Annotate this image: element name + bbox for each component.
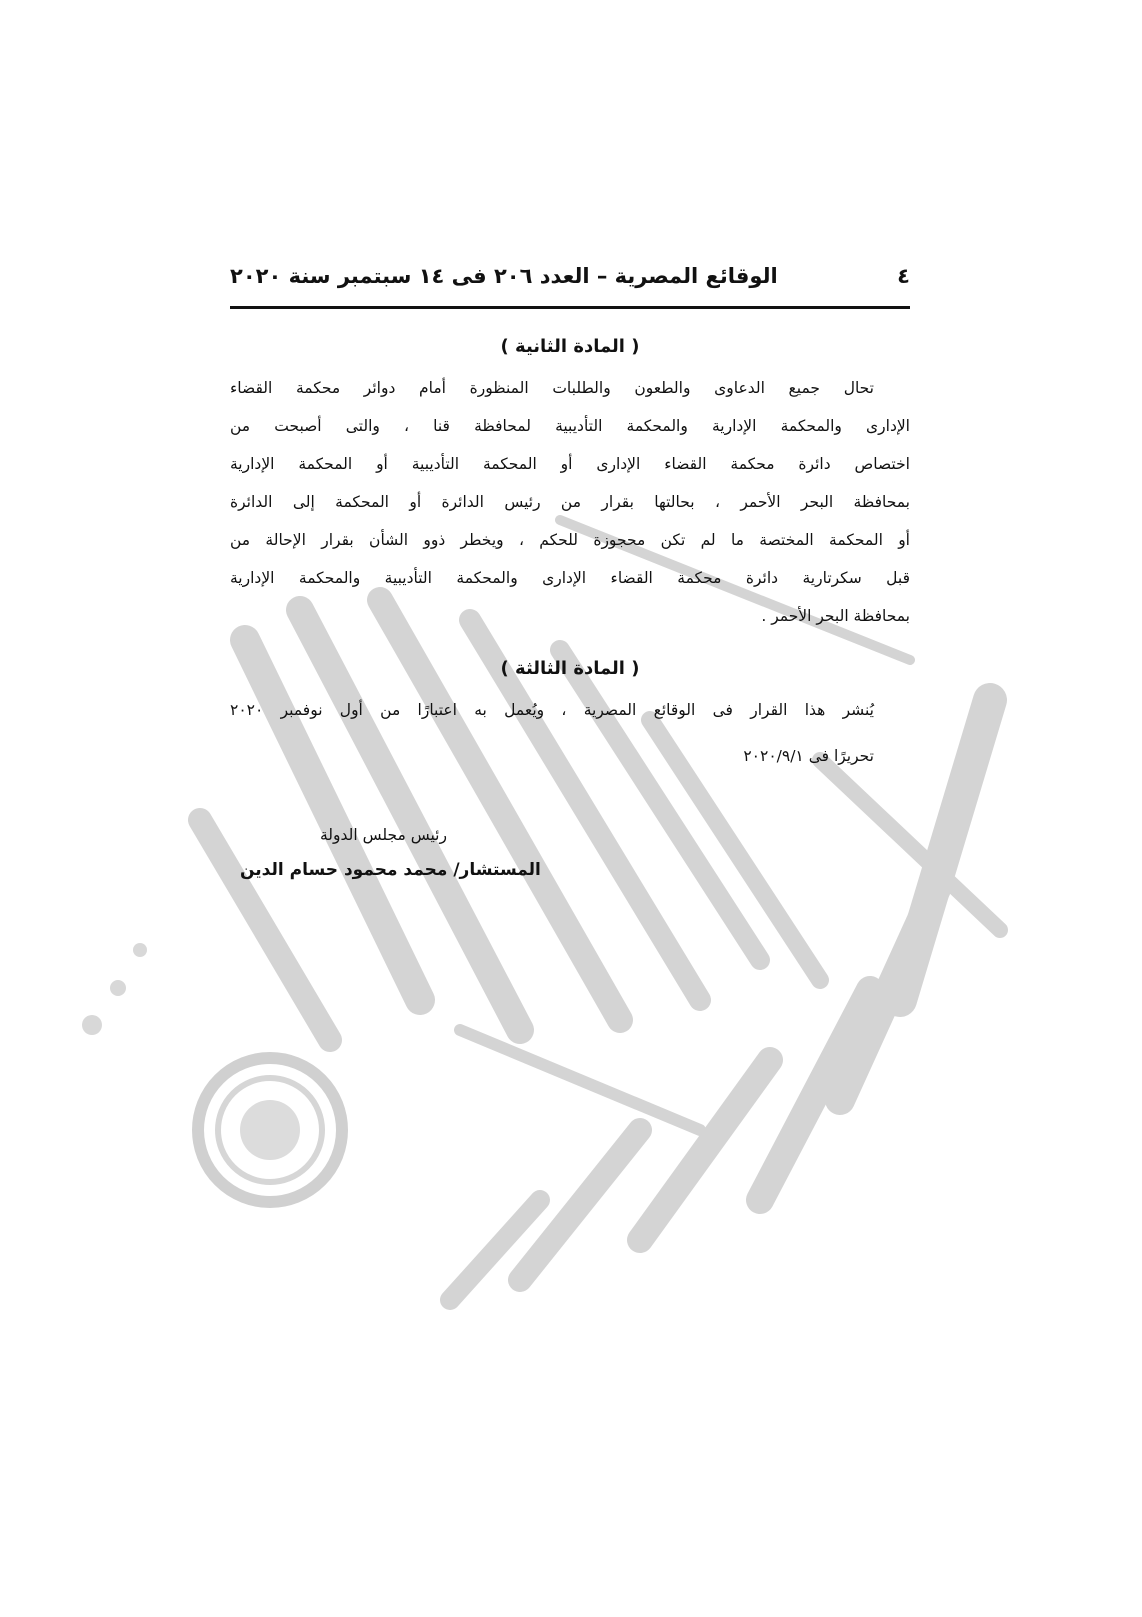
article-2-line: قبل سكرتارية دائرة محكمة القضاء الإدارى والمحكمة التأديبية والمحكمة الإدارية xyxy=(230,569,910,587)
article-2-line: أو المحكمة المختصة ما لم تكن محجوزة للحكم ، ويخطر ذوو الشأن بقرار الإحالة من xyxy=(230,531,910,549)
gazette-title: الوقائع المصرية – العدد ٢٠٦ فى ١٤ سبتمبر سنة ٢٠٢٠ xyxy=(230,264,778,288)
header-divider xyxy=(230,306,910,309)
article-3-heading: ( المادة الثالثة ) xyxy=(500,658,640,679)
article-3-line: يُنشر هذا القرار فى الوقائع المصرية ، ويُعمل به اعتبارًا من أول نوفمبر ٢٠٢٠ xyxy=(230,701,874,719)
article-2-line: اختصاص دائرة محكمة القضاء الإدارى أو المحكمة التأديبية أو المحكمة الإدارية xyxy=(230,455,910,473)
page-number: ٤ xyxy=(897,264,910,288)
article-2-line: بمحافظة البحر الأحمر . xyxy=(761,607,910,625)
article-2-heading: ( المادة الثانية ) xyxy=(500,336,640,357)
article-2-line: تحال جميع الدعاوى والطعون والطلبات المنظورة أمام دوائر محكمة القضاء xyxy=(230,379,874,397)
signatory-title: رئيس مجلس الدولة xyxy=(320,826,447,844)
signatory-name: المستشار/ محمد محمود حسام الدين xyxy=(240,860,541,880)
article-2-line: بمحافظة البحر الأحمر ، بحالتها بقرار من رئيس الدائرة أو المحكمة إلى الدائرة xyxy=(230,493,910,511)
article-2-line: الإدارى والمحكمة الإدارية والمحكمة التأديبية لمحافظة قنا ، والتى أصبحت من xyxy=(230,417,910,435)
article-3-date: تحريرًا فى ٢٠٢٠/٩/١ xyxy=(743,747,874,765)
gazette-header xyxy=(230,256,910,296)
